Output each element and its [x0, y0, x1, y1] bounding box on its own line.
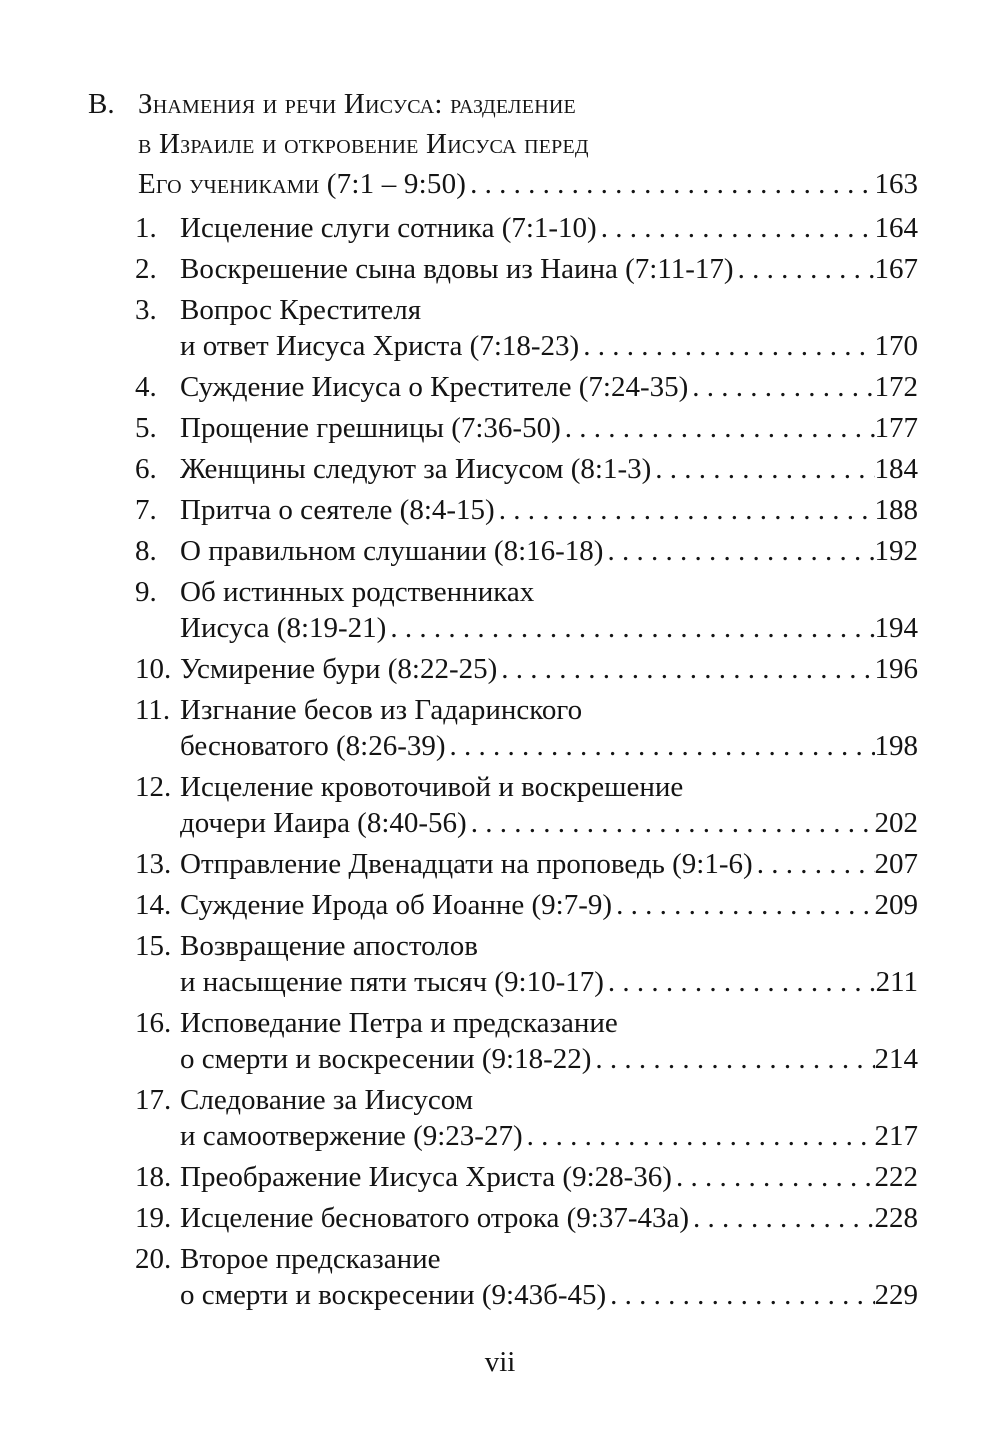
entry-title-line: и ответ Иисуса Христа (7:18-23) [180, 330, 580, 362]
dot-leader [579, 328, 874, 364]
page-number: 194 [874, 612, 918, 644]
page-number: 217 [874, 1120, 918, 1152]
page-number: 211 [875, 966, 918, 998]
entry-last-line [180, 964, 918, 1000]
page-number: 184 [874, 453, 918, 485]
toc-entries [0, 210, 1000, 1313]
page-number: 188 [874, 494, 918, 526]
toc-entry [0, 292, 918, 364]
entry-title-line: Воскрешение сына вдовы из Наина (7:11-17) [180, 253, 734, 285]
entry-last-line [180, 328, 918, 364]
toc-entry [0, 251, 918, 287]
toc-entry [0, 692, 918, 764]
dot-leader [467, 805, 875, 841]
entry-last-line [180, 805, 918, 841]
dot-leader [734, 251, 875, 287]
toc-section-heading [0, 84, 918, 204]
toc-entry [0, 1159, 918, 1195]
entry-title-line: Вопрос Крестителя [180, 294, 422, 326]
page-number: 228 [874, 1202, 918, 1234]
page-number: 164 [874, 212, 918, 244]
entry-number: 8. [135, 535, 157, 567]
entry-title-line: и насыщение пяти тысяч (9:10-17) [180, 966, 604, 998]
entry-number: 9. [135, 576, 157, 608]
entry-title-line: Усмирение бури (8:22-25) [180, 653, 498, 685]
dot-leader [597, 210, 875, 246]
entry-title-line: и самоотвержение (9:23-27) [180, 1120, 523, 1152]
entry-title-line: Следование за Иисусом [180, 1084, 474, 1116]
entry-title-line: Исцеление кровоточивой и воскрешение [180, 771, 684, 803]
entry-number: 11. [135, 694, 171, 726]
entry-title-line: Женщины следуют за Иисусом (8:1-3) [180, 453, 652, 485]
entry-last-line [180, 846, 918, 882]
entry-last-line [180, 610, 918, 646]
dot-leader [386, 610, 874, 646]
toc-entry [0, 574, 918, 646]
toc-entry [0, 651, 918, 687]
entry-number: 15. [135, 930, 172, 962]
dot-leader [446, 728, 875, 764]
entry-title-line: Исповедание Петра и предсказание [180, 1007, 618, 1039]
entry-number: 16. [135, 1007, 172, 1039]
page-number: 214 [874, 1043, 918, 1075]
entry-number: 2. [135, 253, 157, 285]
page-number: 207 [874, 848, 918, 880]
entry-last-line [180, 1041, 918, 1077]
entry-number: 3. [135, 294, 157, 326]
toc-entry [0, 451, 918, 487]
dot-leader [689, 1200, 874, 1236]
dot-leader [612, 887, 874, 923]
entry-last-line [180, 1118, 918, 1154]
entry-title-line: Изгнание бесов из Гадаринского [180, 694, 583, 726]
toc-entry [0, 769, 918, 841]
toc-entry [0, 410, 918, 446]
toc-entry [0, 846, 918, 882]
entry-title-line: Возвращение апостолов [180, 930, 478, 962]
entry-title-line: Преображение Иисуса Христа (9:28-36) [180, 1161, 672, 1193]
entry-last-line [180, 651, 918, 687]
entry-number: 12. [135, 771, 172, 803]
entry-title-line: Суждение Иисуса о Крестителе (7:24-35) [180, 371, 689, 403]
entry-number: 19. [135, 1202, 172, 1234]
toc-entry [0, 1082, 918, 1154]
entry-number: 17. [135, 1084, 172, 1116]
toc-entry [0, 369, 918, 405]
entry-number: 18. [135, 1161, 172, 1193]
entry-last-line [180, 410, 918, 446]
entry-number: 10. [135, 653, 172, 685]
entry-title-line: Суждение Ирода об Иоанне (9:7-9) [180, 889, 613, 921]
entry-title-line: Второе предсказание [180, 1243, 441, 1275]
entry-title-line: о смерти и воскресении (9:43б-45) [180, 1279, 607, 1311]
page-number: 192 [874, 535, 918, 567]
entry-number: 7. [135, 494, 157, 526]
page-number: 222 [874, 1161, 918, 1193]
page-folio: vii [484, 1346, 516, 1378]
entry-number: 5. [135, 412, 157, 444]
section-letter: В. [88, 88, 115, 120]
section-title-line: Знамения и речи Иисуса: разделение [138, 88, 576, 120]
entry-last-line [180, 492, 918, 528]
entry-title-line: о смерти и воскресении (9:18-22) [180, 1043, 592, 1075]
toc-entry [0, 1241, 918, 1313]
toc-entry [0, 887, 918, 923]
page-number: 229 [874, 1279, 918, 1311]
toc-entry [0, 1200, 918, 1236]
entry-number: 20. [135, 1243, 172, 1275]
entry-last-line [180, 451, 918, 487]
entry-number: 13. [135, 848, 172, 880]
page-number: 163 [874, 168, 918, 200]
dot-leader [603, 533, 874, 569]
entry-number: 6. [135, 453, 157, 485]
entry-last-line [180, 251, 918, 287]
dot-leader [753, 846, 875, 882]
section-title-last-line [138, 164, 918, 204]
dot-leader [497, 651, 874, 687]
entry-title-line: Исцеление бесноватого отрока (9:37-43а) [180, 1202, 690, 1234]
entry-title-line: Об истинных родственниках [180, 576, 535, 608]
dot-leader [591, 1041, 874, 1077]
table-of-contents [0, 84, 1000, 1318]
entry-title-line: бесноватого (8:26-39) [180, 730, 446, 762]
entry-title-line: дочери Иаира (8:40-56) [180, 807, 467, 839]
entry-last-line [180, 210, 918, 246]
page-number: 170 [874, 330, 918, 362]
toc-entry [0, 492, 918, 528]
entry-last-line [180, 728, 918, 764]
dot-leader [466, 164, 874, 204]
entry-title-line: Притча о сеятеле (8:4-15) [180, 494, 495, 526]
toc-entry [0, 210, 918, 246]
entry-last-line [180, 1200, 918, 1236]
entry-last-line [180, 533, 918, 569]
dot-leader [495, 492, 875, 528]
page-number: 196 [874, 653, 918, 685]
entry-title-line: Прощение грешницы (7:36-50) [180, 412, 561, 444]
toc-entry [0, 1005, 918, 1077]
toc-entry [0, 533, 918, 569]
page-number: 172 [874, 371, 918, 403]
entry-number: 14. [135, 889, 172, 921]
entry-last-line [180, 1159, 918, 1195]
entry-last-line [180, 1277, 918, 1313]
dot-leader [651, 451, 874, 487]
entry-title-line: Исцеление слуги сотника (7:1-10) [180, 212, 597, 244]
entry-title-line: О правильном слушании (8:16-18) [180, 535, 604, 567]
page-number: 209 [874, 889, 918, 921]
entry-last-line [180, 887, 918, 923]
entry-title-line: Отправление Двенадцати на проповедь (9:1-6) [180, 848, 753, 880]
entry-number: 1. [135, 212, 157, 244]
page-number: 198 [874, 730, 918, 762]
page-number: 202 [874, 807, 918, 839]
page-number: 167 [874, 253, 918, 285]
dot-leader [688, 369, 874, 405]
page-number: 177 [874, 412, 918, 444]
entry-title-line: Иисуса (8:19-21) [180, 612, 387, 644]
dot-leader [672, 1159, 875, 1195]
section-title-line: Его учениками (7:1 – 9:50) [138, 168, 467, 200]
toc-entry [0, 928, 918, 1000]
dot-leader [561, 410, 875, 446]
entry-number: 4. [135, 371, 157, 403]
dot-leader [523, 1118, 875, 1154]
section-title-line: в Израиле и откровение Иисуса перед [138, 128, 589, 160]
dot-leader [606, 1277, 874, 1313]
dot-leader [604, 964, 876, 1000]
entry-last-line [180, 369, 918, 405]
